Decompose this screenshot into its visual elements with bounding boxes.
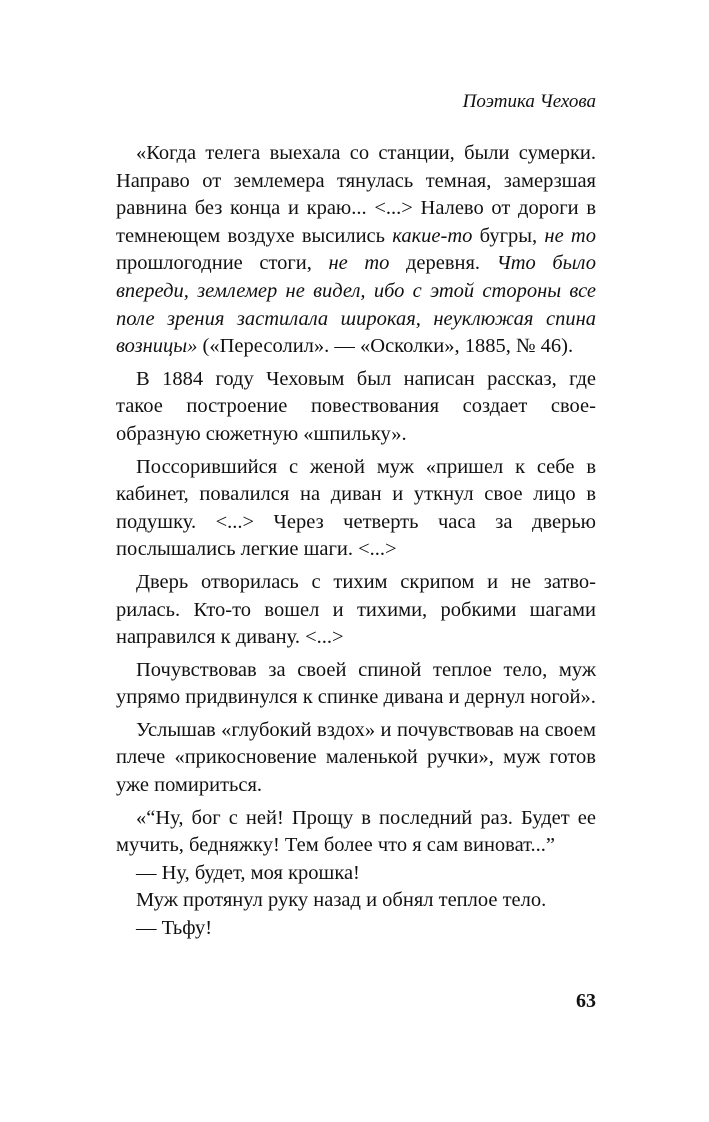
text-segment: бугры, <box>472 224 545 247</box>
paragraph <box>116 805 596 860</box>
text-segment: Почувствовав за своей спиной теплое тело, муж упрямо придвинулся к спинке дивана и дернул ногой». <box>116 658 596 709</box>
paragraph <box>116 860 596 888</box>
body-text <box>116 140 596 943</box>
paragraph <box>116 454 596 564</box>
italic-segment: какие-то <box>392 224 473 247</box>
italic-segment: не то <box>544 224 596 247</box>
paragraph <box>116 366 596 449</box>
paragraph <box>116 140 596 361</box>
paragraph <box>116 887 596 915</box>
book-page <box>116 0 596 1122</box>
text-segment: («Пересолил». — «Осколки», 1885, № 46). <box>197 335 574 358</box>
running-head: Поэтика Чехова <box>462 91 596 112</box>
text-segment: «“Ну, бог с ней! Прощу в последний раз. Будет ее мучить, бедняжку! Тем более что я сам виноват...” <box>116 806 596 857</box>
paragraph <box>116 915 596 943</box>
text-segment: «Когда телега выехала со станции, были сумерки. Направо от землемера тянулась темная, замерзшая равнина без конца и краю... <...> Налево от дороги в темнеющем воздухе высились <box>116 142 596 247</box>
text-segment: деревня. <box>389 252 497 275</box>
text-segment: прошлогодние стоги, <box>116 252 329 275</box>
paragraph <box>116 657 596 712</box>
text-segment: В 1884 году Чеховым был написан рассказ, где такое построение повествования создает своеобразную сюжетную «шпильку». <box>116 367 596 445</box>
page-number: 63 <box>576 990 596 1012</box>
text-segment: — Ну, будет, моя крошка! <box>136 861 360 884</box>
text-segment: Услышав «глубокий вздох» и почувствовав на своем плече «прикосновение маленькой ручки», муж готов уже помириться. <box>116 718 596 797</box>
paragraph <box>116 717 596 800</box>
text-segment: Муж протянул руку назад и обнял теплое тело. <box>136 889 547 912</box>
text-segment: — Тьфу! <box>136 917 213 940</box>
text-segment: Поссорившийся с женой муж «пришел к себе в кабинет, повалился на диван и уткнул свое лицо в подушку. <...> Через четверть часа за дверью послышались легкие шаги. <...> <box>116 455 596 561</box>
italic-segment: не то <box>328 252 390 275</box>
italic-segment: Что было впереди, землемер не видел, ибо с этой стороны все поле зрения застилала широкая, неуклюжая спина возницы» <box>116 252 596 358</box>
text-segment: Дверь отворилась с тихим скрипом и не затворилась. Кто-то вошел и тихими, робкими шагами направился к дивану. <...> <box>116 570 596 649</box>
paragraph <box>116 569 596 652</box>
